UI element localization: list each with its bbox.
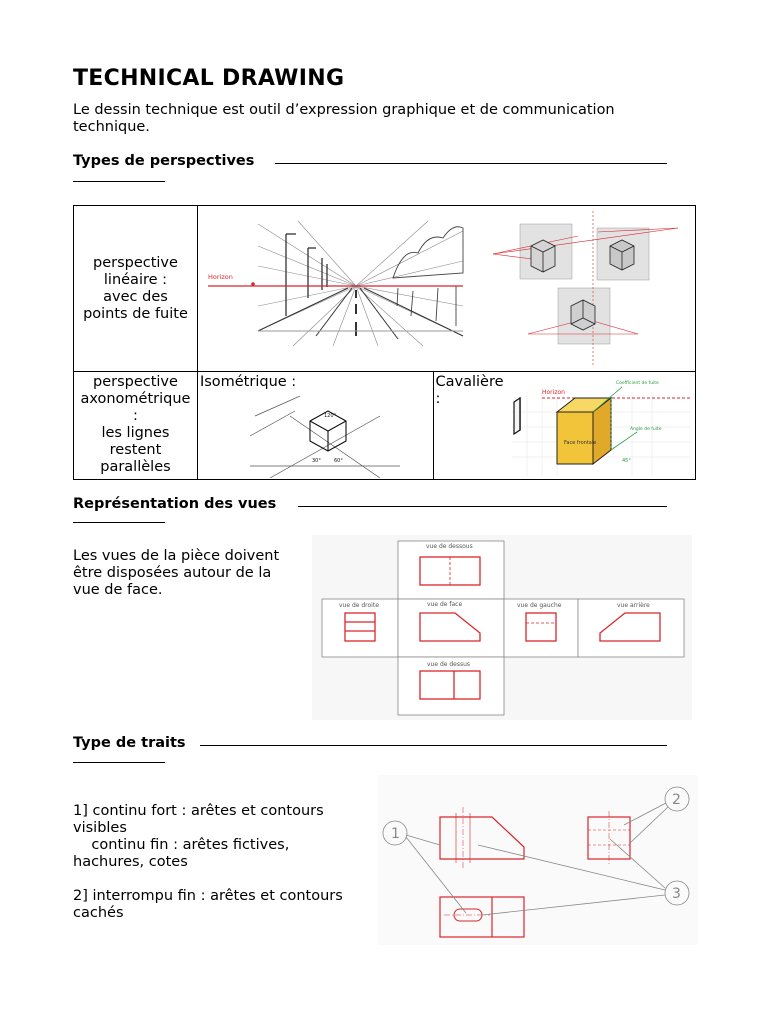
page-title: TECHNICAL DRAWING [73,66,345,91]
view-label-rear: vue arrière [617,602,650,609]
line-types-list [73,803,373,922]
label-line: linéaire : [103,271,168,288]
trees-icon [393,227,463,326]
table-row-axonometrique [74,372,696,480]
isometrique-label: Isométrique : [199,374,297,390]
section-heading-vues: Représentation des vues [73,496,277,512]
horizon-marker [251,282,255,286]
cav-annotation: Coefficient de fuite [615,381,659,386]
heading-rule [275,163,667,164]
view-label-front: vue de face [427,601,463,608]
cube-vanishing-diagram [493,211,678,366]
cav-annotation: Horizon [541,389,565,396]
list-item: continu fin : arêtes fictives, [73,837,290,853]
line-types-diagram [378,775,698,945]
cavaliere-label-colon: : [435,391,441,407]
heading-rule-continued [73,181,165,182]
table-row-lineaire [74,206,696,372]
angle-label: 60° [333,458,343,464]
orthographic-views-diagram [312,535,692,720]
cav-annotation: Face frontale [563,440,596,446]
cavalier-cube-diagram [512,372,690,476]
cav-annotation: 45° [621,458,631,464]
heading-rule-continued [73,522,165,523]
label-line: restent [109,442,162,458]
view-label-right: vue de gauche [517,602,562,609]
heading-rule-continued [73,762,165,763]
view-label-top: vue de dessous [426,543,473,550]
perspectives-table [73,205,696,480]
angle-label: 30° [311,458,321,464]
list-item: cachés [73,905,124,921]
road-surface [258,288,463,339]
heading-rule [298,506,667,507]
label-line: perspective [92,254,178,271]
label-line: parallèles [100,459,171,475]
cell-isometrique [197,372,433,480]
view-label-bottom: vue de dessus [427,661,471,668]
text-line: être disposées autour de la [73,565,272,581]
cav-annotation: Angle de fuite [629,427,662,432]
cell-lineaire-label [74,206,198,372]
list-item: 1] continu fort : arêtes et contours [73,803,324,819]
road-perspective-drawing [258,221,463,346]
list-item: hachures, cotes [73,854,188,870]
list-item: visibles [73,820,127,836]
label-line: axonométrique [80,391,191,407]
label-line: les lignes [101,425,170,441]
marker-2: 2 [672,792,681,808]
cell-lineaire-figures [197,206,695,372]
marker-1: 1 [391,826,400,842]
text-line: Les vues de la pièce doivent [73,548,280,564]
label-line: avec des [103,288,168,305]
cavaliere-label: Cavalière [435,374,504,390]
section-heading-perspectives: Types de perspectives [73,153,255,169]
marker-3: 3 [672,886,681,902]
label-line: perspective [92,374,178,390]
label-line: : [133,408,138,424]
label-line: points de fuite [83,305,188,322]
horizon-label: Horizon [207,273,233,281]
cavalier-cube [557,398,611,464]
cell-cavaliere [433,372,695,480]
view-label-left: vue de droite [339,602,379,609]
cell-axonometrique-label [74,372,198,480]
vues-description [73,548,303,599]
spacer [73,871,373,888]
vanishing-point-illustrations [198,206,692,369]
intro-paragraph: Le dessin technique est outil d’expression graphique et de communication technique. [73,102,615,135]
list-item: 2] interrompu fin : arêtes et contours [73,888,343,904]
isometric-cube-diagram [250,396,400,478]
text-line: vue de face. [73,582,163,598]
heading-rule [200,745,667,746]
angle-label: 120° [323,413,336,419]
section-heading-traits: Type de traits [73,735,186,751]
